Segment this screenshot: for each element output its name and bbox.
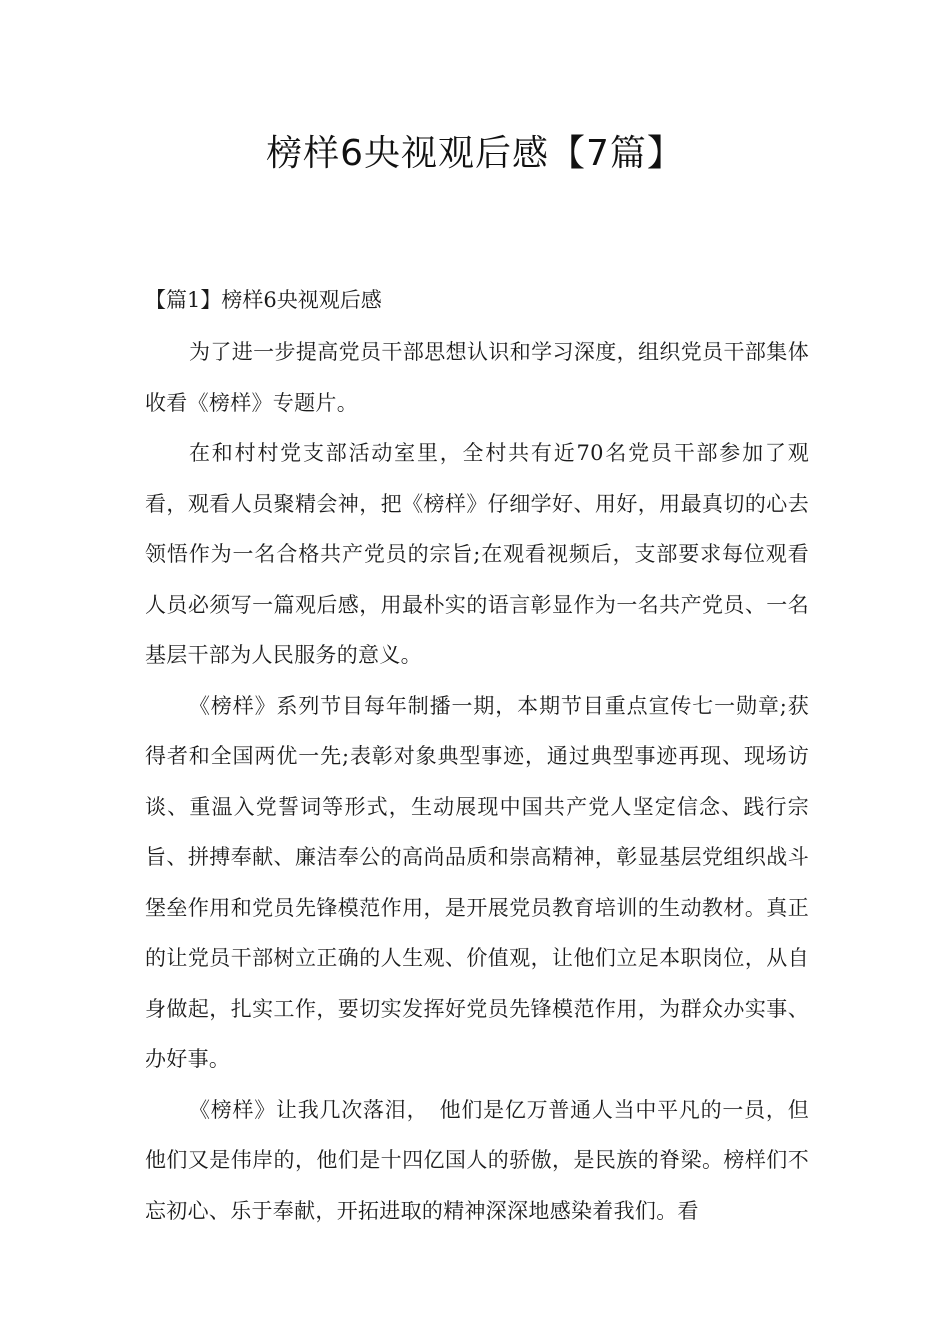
paragraph: 在和村村党支部活动室里，全村共有近70名党员干部参加了观看，观看人员聚精会神，把《榜样》仔细学好、用好，用最真切的心去领悟作为一名合格共产党员的宗旨;在观看视频后，支部要求每位观看人员必须写一篇观后感，用最朴实的语言彰显作为一名共产党员、一名基层干部为人民服务的意义。 [145,441,809,667]
paragraph: 为了进一步提高党员干部思想认识和学习深度，组织党员干部集体收看《榜样》专题片。 [145,340,809,415]
document-title: 榜样6央视观后感【7篇】 [266,133,684,174]
body-text [145,327,809,1236]
section-heading: 【篇1】榜样6央视观后感 [145,288,382,312]
paragraph: 《榜样》系列节目每年制播一期，本期节目重点宣传七一勋章;获得者和全国两优一先;表彰对象典型事迹，通过典型事迹再现、现场访谈、重温入党誓词等形式，生动展现中国共产党人坚定信念、践行宗旨、拼搏奉献、廉洁奉公的高尚品质和崇高精神，彰显基层党组织战斗堡垒作用和党员先锋模范作用，是开展党员教育培训的生动教材。真正的让党员干部树立正确的人生观、价值观，让他们立足本职岗位，从自身做起，扎实工作，要切实发挥好党员先锋模范作用，为群众办实事、办好事。 [145,693,809,1071]
paragraph: 《榜样》让我几次落泪， 他们是亿万普通人当中平凡的一员，但他们又是伟岸的，他们是十四亿国人的骄傲，是民族的脊梁。榜样们不忘初心、乐于奉献，开拓进取的精神深深地感染着我们。看 [145,1097,809,1223]
